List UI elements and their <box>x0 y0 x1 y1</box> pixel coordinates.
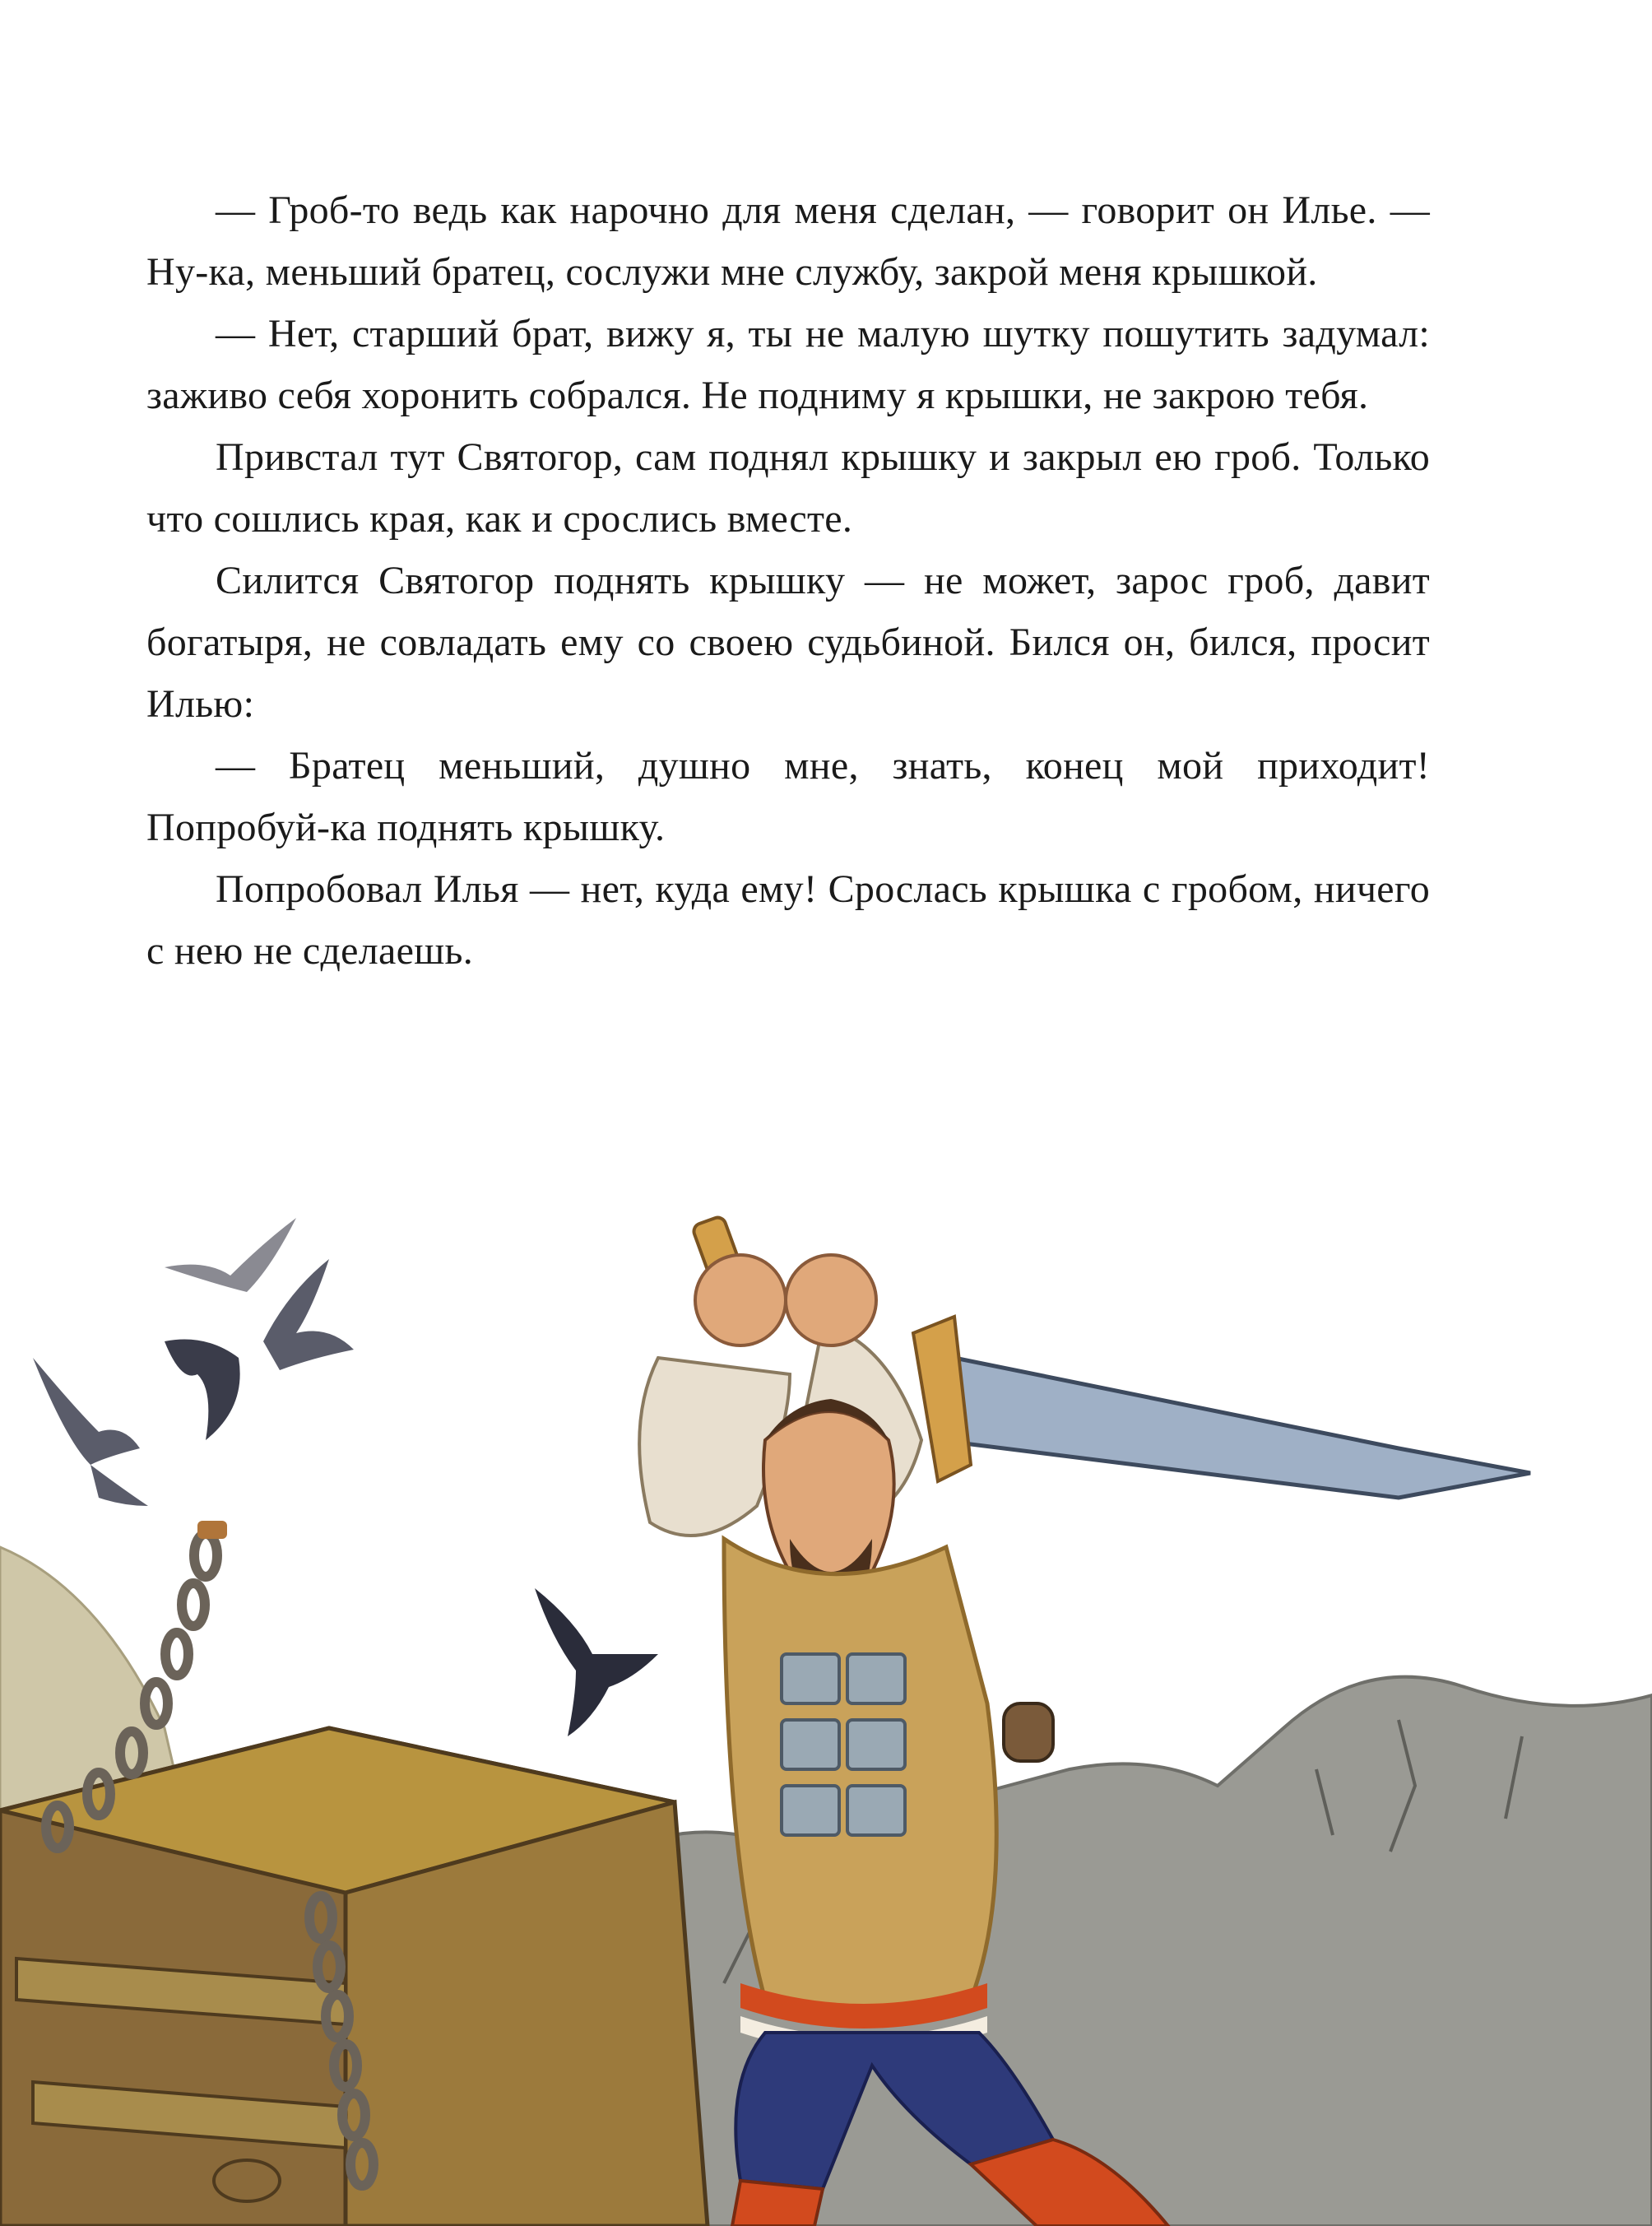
chain-end <box>197 1521 227 1539</box>
paragraph: Попробовал Илья — нет, куда ему! Срослась крышка с гробом, ничего с нею не сделаешь. <box>146 867 1430 973</box>
story-text <box>146 179 1430 982</box>
illustration-svg <box>0 1193 1652 2226</box>
paragraph: — Братец меньший, душно мне, знать, конец мой приходит! Попробуй-ка поднять крышку. <box>146 744 1430 849</box>
paragraph: — Гроб-то ведь как нарочно для меня сделан, — говорит он Илье. — Ну-ка, меньший братец, сослужи мне службу, закрой меня крышкой. <box>146 188 1430 294</box>
paragraph: Привстал тут Святогор, сам поднял крышку и закрыл ею гроб. Только что сошлись края, как и срослись вместе. <box>146 435 1430 541</box>
paragraph: — Нет, старший брат, вижу я, ты не малую шутку пошутить задумал: заживо себя хоронить собрался. Не подниму я крышки, не закрою тебя. <box>146 312 1430 417</box>
illustration <box>0 1193 1652 2226</box>
sword <box>913 1317 1530 1498</box>
paragraph: Силится Святогор поднять крышку — не может, зарос гроб, давит богатыря, не совладать ему со своею судьбиной. Бился он, бился, просит Илью: <box>146 559 1430 726</box>
